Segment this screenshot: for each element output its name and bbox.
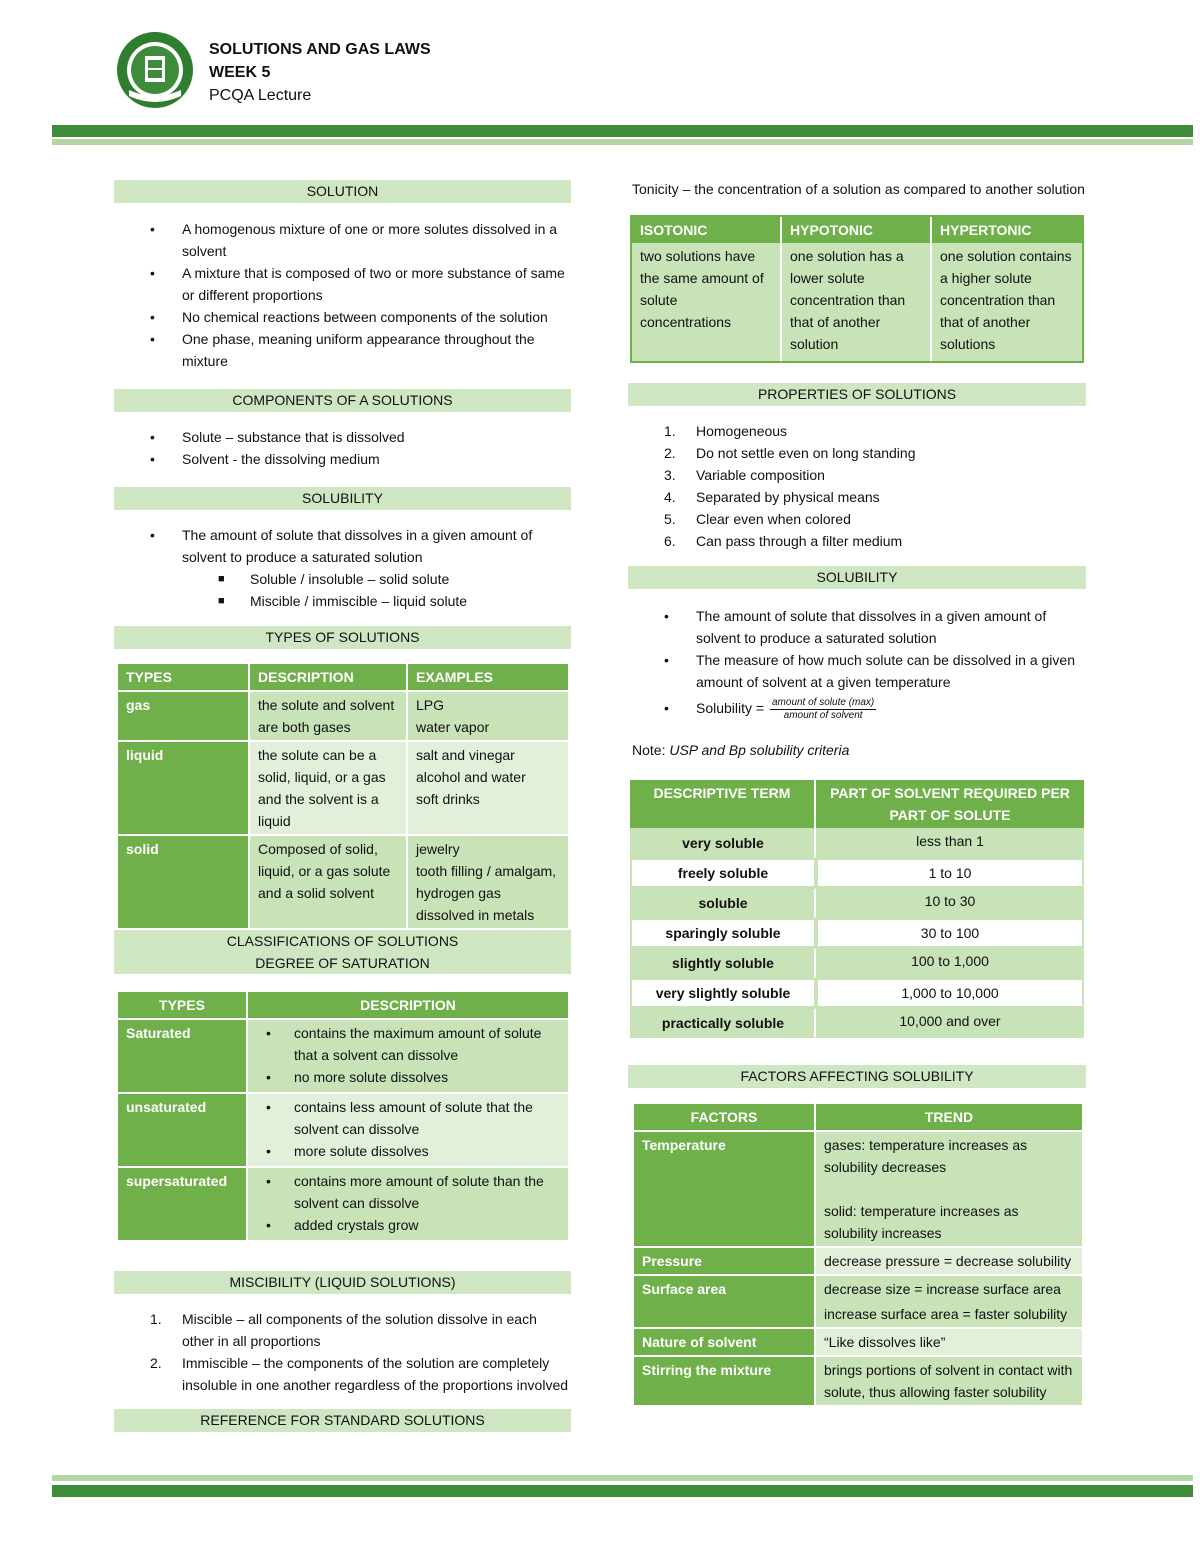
example-cell: LPG water vapor [408,692,568,740]
list-item: 2. Immiscible – the components of the solution are completely insoluble in one another regardless of the proportions involved [150,1355,569,1393]
solution-list [114,218,571,372]
list-item: • The amount of solute that dissolves in a given amount of solvent to produce a saturated solution [150,527,533,565]
list-item: • Solvent - the dissolving medium [150,451,380,467]
hypotonic-cell: one solution has a lower solute concentration than that of another solution [782,243,932,361]
table-row [118,1168,568,1240]
list-item: • contains less amount of solute that the solvent can dissolve [266,1099,533,1137]
isotonic-header: ISOTONIC [632,217,782,243]
list-item: • contains more amount of solute than the solvent can dissolve [266,1173,544,1211]
solubility-list [114,524,571,568]
components-heading: COMPONENTS OF A SOLUTIONS [114,389,571,412]
list-item: • Solute – substance that is dissolved [150,429,405,445]
list-item: • added crystals grow [266,1217,419,1233]
hypertonic-header: HYPERTONIC [932,217,1082,243]
trend-cell: brings portions of solvent in contact with solute, thus allowing faster solubility [816,1357,1082,1405]
table-row [118,1094,568,1166]
list-item: 1. Homogeneous [664,423,788,439]
table-row [118,742,568,834]
document-title: SOLUTIONS AND GAS LAWS [209,41,431,58]
saturation-table [116,990,570,1242]
factors-table [632,1102,1084,1407]
table-row [632,243,1082,361]
col-header: FACTORS [634,1104,814,1130]
col-header: DESCRIPTION [248,992,568,1018]
solubility-criteria-table [630,780,1084,1038]
table-row: soluble 10 to 30 [630,888,1084,918]
trend-cell: decrease pressure = decrease solubility [816,1248,1082,1274]
table-row: very slightly soluble 1,000 to 10,000 [630,978,1084,1008]
trend-cell: decrease size = increase surface area increase surface area = faster solubility [816,1276,1082,1327]
type-cell: solid [118,836,248,928]
lecture-label: PCQA Lecture [209,87,312,104]
factors-heading: FACTORS AFFECTING SOLUBILITY [628,1065,1086,1088]
isotonic-cell: two solutions have the same amount of solute concentrations [632,243,782,361]
list-item: 3. Variable composition [664,467,825,483]
trend-cell: gases: temperature increases as solubility decreases solid: temperature increases as solubility increases [816,1132,1082,1246]
table-row [118,692,568,740]
list-item: • The amount of solute that dissolves in a given amount of solvent to produce a saturated solution [664,608,1047,646]
miscibility-list [114,1308,571,1396]
properties-heading: PROPERTIES OF SOLUTIONS [628,383,1086,406]
desc-cell: the solute and solvent are both gases [250,692,406,740]
list-item: • One phase, meaning uniform appearance throughout the mixture [150,331,535,369]
list-item: • A homogenous mixture of one or more solutes dissolved in a solvent [150,221,558,259]
table-row [634,1132,1082,1246]
miscibility-heading: MISCIBILITY (LIQUID SOLUTIONS) [114,1271,571,1294]
types-table [116,662,570,930]
solution-heading: SOLUTION [114,180,571,203]
example-cell: jewelry tooth filling / amalgam, hydrogen gas dissolved in metals [408,836,568,928]
type-cell: Saturated [118,1020,246,1092]
saturation-subheading: DEGREE OF SATURATION [114,952,571,974]
example-cell: salt and vinegar alcohol and water soft drinks [408,742,568,834]
type-cell: liquid [118,742,248,834]
table-row [634,1357,1082,1405]
solubility-heading-right: SOLUBILITY [628,566,1086,589]
factor-cell: Temperature [634,1132,814,1246]
table-row [634,1248,1082,1274]
tonicity-intro: Tonicity – the concentration of a solution as compared to another solution [632,181,1085,197]
table-row [118,1020,568,1092]
factor-cell: Nature of solvent [634,1329,814,1355]
left-column [114,0,571,1553]
solubility-formula: • Solubility = amount of solute (max) amount of solvent [664,697,875,721]
col-header: DESCRIPTIVE TERM [630,780,816,828]
type-cell: unsaturated [118,1094,246,1166]
list-item: • more solute dissolves [266,1143,429,1159]
tonicity-table [630,215,1084,363]
hypertonic-cell: one solution contains a higher solute concentration than that of another solutions [940,248,1072,352]
list-item: ■ Miscible / immiscible – liquid solute [218,593,468,609]
table-row [118,836,568,928]
list-item: 4. Separated by physical means [664,489,880,505]
list-item: • contains the maximum amount of solute that a solvent can dissolve [266,1025,542,1063]
list-item: 5. Clear even when colored [664,511,851,527]
list-item: 6. Can pass through a filter medium [664,533,903,549]
types-heading: TYPES OF SOLUTIONS [114,626,571,649]
list-item: 2. Do not settle even on long standing [664,445,916,461]
factor-cell: Surface area [634,1276,814,1327]
list-item: 1. Miscible – all components of the solution dissolve in each other in all proportions [150,1311,537,1349]
col-header: TYPES [118,992,246,1018]
components-list [114,426,571,470]
list-item: • The measure of how much solute can be dissolved in a given amount of solvent at a given temperature [664,652,1075,690]
right-column [628,0,1086,1553]
classifications-heading: CLASSIFICATIONS OF SOLUTIONS [114,930,571,952]
list-item: • No chemical reactions between components of the solution [150,309,548,325]
col-header: PART OF SOLVENT REQUIRED PER PART OF SOLUTE [816,780,1084,828]
hypotonic-header: HYPOTONIC [782,217,932,243]
factor-cell: Stirring the mixture [634,1357,814,1405]
list-item: • no more solute dissolves [266,1069,449,1085]
col-header: EXAMPLES [408,664,568,690]
formula-numerator: amount of solute (max) [771,697,875,708]
solubility-heading: SOLUBILITY [114,487,571,510]
type-cell: gas [118,692,248,740]
col-header: DESCRIPTION [250,664,406,690]
properties-list [628,420,1086,552]
list-item: ■ Soluble / insoluble – solid solute [218,571,450,587]
formula-denominator: amount of solvent [783,710,863,721]
table-row: very soluble less than 1 [630,828,1084,858]
list-item: • A mixture that is composed of two or more substance of same or different proportions [150,265,565,303]
col-header: TYPES [118,664,248,690]
col-header: TREND [816,1104,1082,1130]
desc-cell: Composed of solid, liquid, or a gas solute and a solid solvent [250,836,406,928]
table-row: slightly soluble 100 to 1,000 [630,948,1084,978]
table-row [634,1329,1082,1355]
week-label: WEEK 5 [209,64,271,81]
table-row: practically soluble 10,000 and over [630,1008,1084,1038]
factor-cell: Pressure [634,1248,814,1274]
table-row: sparingly soluble 30 to 100 [630,918,1084,948]
solubility-sublist [114,568,571,612]
trend-cell: “Like dissolves like” [816,1329,1082,1355]
solubility-list-right [628,605,1086,722]
desc-cell: the solute can be a solid, liquid, or a gas and the solvent is a liquid [250,742,406,834]
criteria-note: Note: USP and Bp solubility criteria [632,742,850,758]
reference-heading: REFERENCE FOR STANDARD SOLUTIONS [114,1409,571,1432]
table-row [634,1276,1082,1327]
type-cell: supersaturated [118,1168,246,1240]
table-row: freely soluble 1 to 10 [630,858,1084,888]
